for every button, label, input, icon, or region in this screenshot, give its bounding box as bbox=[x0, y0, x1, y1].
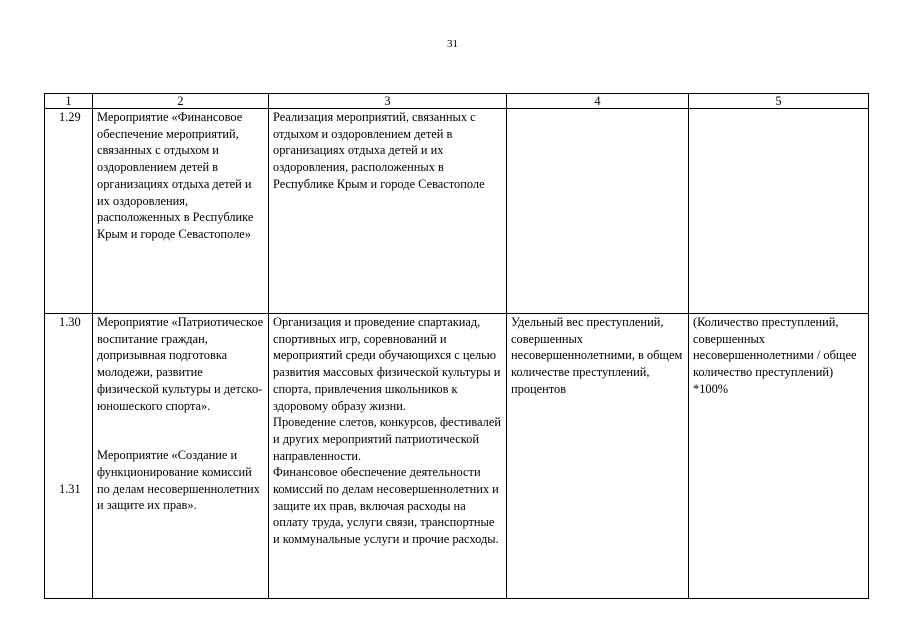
table-row bbox=[45, 109, 869, 314]
spacer bbox=[59, 331, 88, 481]
row-number: 1.29 bbox=[45, 109, 93, 314]
content-text: Организация и проведение спартакиад, спортивных игр, соревнований и мероприятий среди обучающихся с целью развития массовых физической культуры и спорта, привлечения школьников к здоровому образу жизни. bbox=[273, 315, 501, 413]
row-number: 1.31 bbox=[59, 481, 81, 496]
formula-cell bbox=[689, 109, 869, 314]
event-cell bbox=[93, 314, 269, 599]
content-text: Проведение слетов, конкурсов, фестивалей и других мероприятий патриотической направленности. bbox=[273, 415, 501, 463]
row-number-cell bbox=[45, 314, 93, 599]
content-cell: Реализация мероприятий, связанных с отдыхом и оздоровлением детей в организациях отдыха детей и их оздоровления, расположенных в Республике Крым и городе Севастополе bbox=[269, 109, 507, 314]
page-number: 31 bbox=[447, 38, 458, 50]
spacer bbox=[97, 414, 264, 447]
column-header: 2 bbox=[93, 94, 269, 109]
column-header: 4 bbox=[507, 94, 689, 109]
indicator-cell bbox=[507, 109, 689, 314]
column-header: 5 bbox=[689, 94, 869, 109]
event-text: Мероприятие «Патриотическое воспитание граждан, допризывная подготовка молодежи, развитие физической культуры и детско-юношеского спорта». bbox=[97, 315, 264, 413]
event-text: Мероприятие «Создание и функционирование комиссий по делам несовершеннолетних и защите их прав». bbox=[97, 448, 260, 513]
table-row bbox=[45, 314, 869, 599]
table-header-row bbox=[45, 94, 869, 109]
event-cell: Мероприятие «Финансовое обеспечение мероприятий, связанных с отдыхом и оздоровлением детей в организациях отдыха детей и их оздоровления, расположенных в Республике Крым и городе Севастополе» bbox=[93, 109, 269, 314]
row-number: 1.30 bbox=[59, 315, 81, 329]
column-header: 1 bbox=[45, 94, 93, 109]
content-text: Финансовое обеспечение деятельности комиссий по делам несовершеннолетних и защите их прав, включая расходы на оплату труда, услуги связи, транспортные и коммунальные услуги и прочие расходы. bbox=[273, 465, 499, 547]
indicator-cell: Удельный вес преступлений, совершенных несовершеннолетними, в общем количестве преступлений, процентов bbox=[507, 314, 689, 599]
formula-cell: (Количество преступлений, совершенных несовершеннолетними / общее количество преступлений) *100% bbox=[689, 314, 869, 599]
content-cell bbox=[269, 314, 507, 599]
column-header: 3 bbox=[269, 94, 507, 109]
program-table bbox=[44, 93, 869, 599]
